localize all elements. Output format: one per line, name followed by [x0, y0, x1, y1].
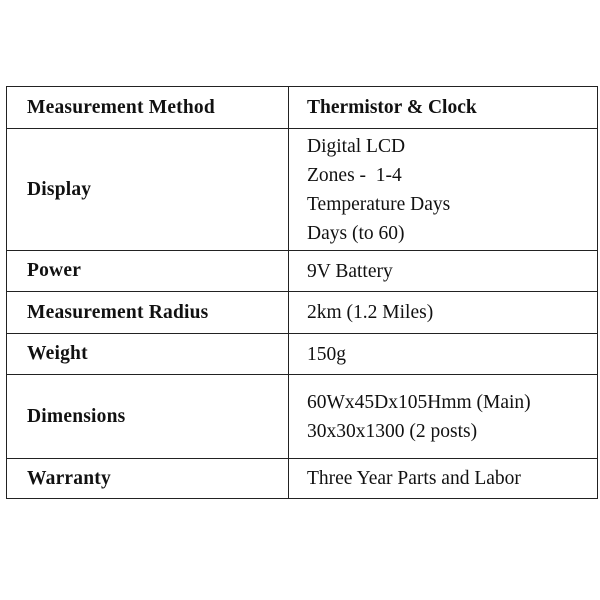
row-label-warranty: Warranty — [7, 459, 289, 499]
row-label-measurement-radius: Measurement Radius — [7, 292, 289, 334]
row-label-weight: Weight — [7, 334, 289, 375]
display-value-line: Digital LCD — [307, 135, 406, 157]
header-value: Thermistor & Clock — [289, 87, 598, 129]
warranty-value-line: Three Year Parts and Labor — [307, 468, 521, 489]
table-row-power — [7, 251, 598, 292]
weight-value-line: 150g — [307, 343, 346, 365]
table-row-weight — [7, 334, 598, 375]
display-value-line: Zones - 1-4 — [307, 164, 402, 186]
row-value-display — [289, 129, 598, 251]
row-value-power — [289, 251, 598, 292]
display-value-line: Days (to 60) — [307, 222, 405, 244]
radius-value-line: 2km (1.2 Miles) — [307, 302, 434, 323]
row-value-warranty — [289, 459, 598, 499]
table-header-row — [7, 87, 598, 129]
power-value-line: 9V Battery — [307, 260, 393, 282]
display-value-line: Temperature Days — [307, 193, 451, 215]
table-row-measurement-radius — [7, 292, 598, 334]
table-row-display — [7, 129, 598, 251]
header-label: Measurement Method — [7, 87, 289, 129]
row-value-measurement-radius — [289, 292, 598, 334]
dimensions-value-line: 30x30x1300 (2 posts) — [307, 420, 478, 442]
table-row-warranty — [7, 459, 598, 499]
row-value-weight — [289, 334, 598, 375]
row-label-power: Power — [7, 251, 289, 292]
row-value-dimensions — [289, 375, 598, 459]
row-label-dimensions: Dimensions — [7, 375, 289, 459]
row-label-display: Display — [7, 129, 289, 251]
spec-table — [6, 86, 598, 499]
table-row-dimensions — [7, 375, 598, 459]
dimensions-value-line: 60Wx45Dx105Hmm (Main) — [307, 391, 531, 413]
